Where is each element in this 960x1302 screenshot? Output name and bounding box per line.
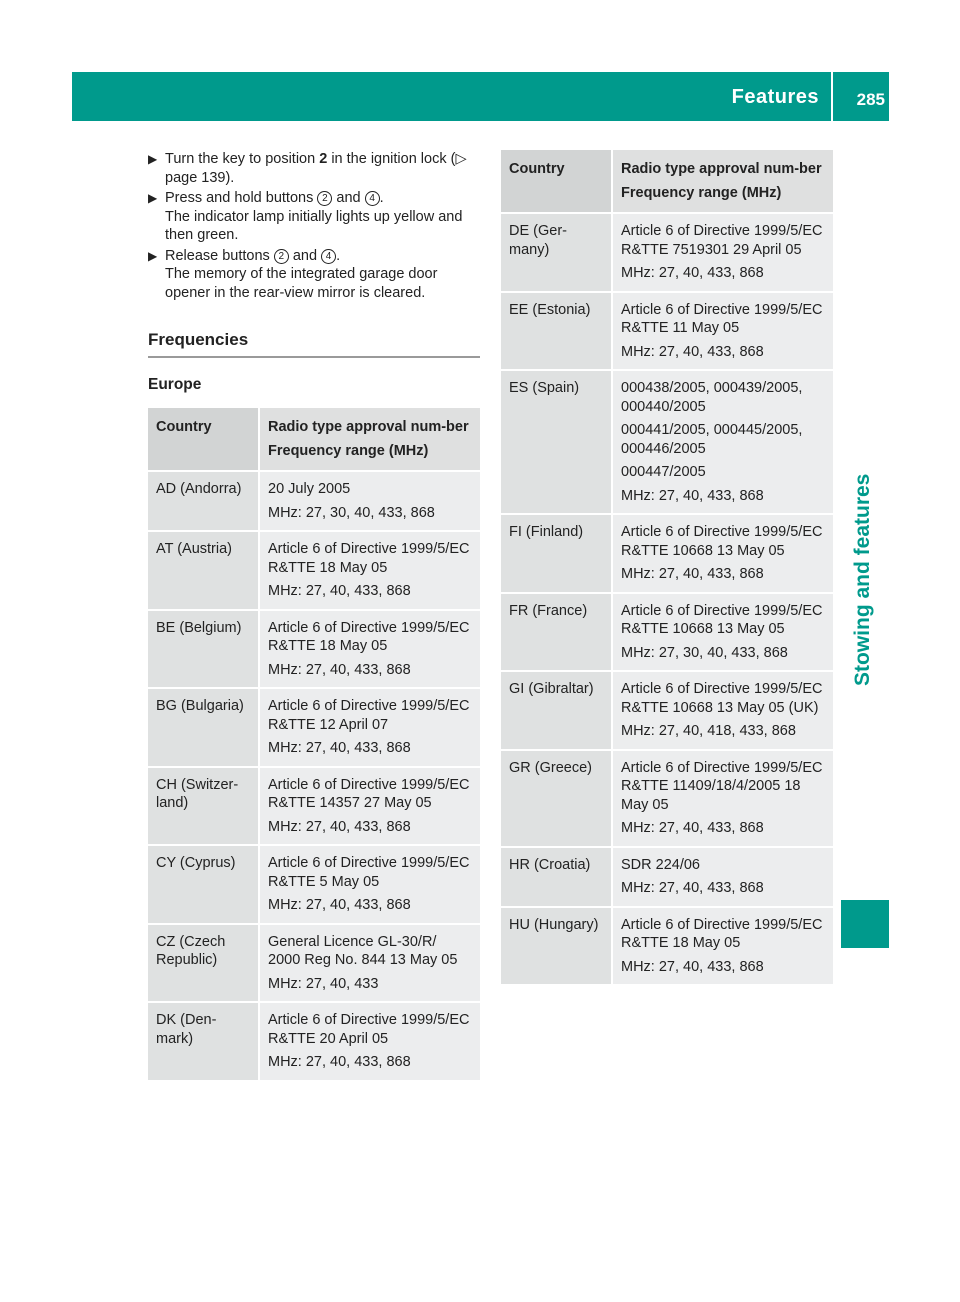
step-arrow-icon: ▶ xyxy=(148,248,158,263)
cell-approval xyxy=(613,594,833,673)
subsection-title: Europe xyxy=(148,376,202,393)
button-number-icon: 4 xyxy=(321,249,336,264)
frequency-range: MHz: 27, 30, 40, 433, 868 xyxy=(268,504,435,521)
cell-approval xyxy=(613,371,833,515)
table-header-row xyxy=(148,408,480,472)
frequency-range: MHz: 27, 40, 433, 868 xyxy=(621,958,764,975)
cell-country: CZ (Czech Republic) xyxy=(148,925,260,1004)
cell-approval xyxy=(260,611,480,690)
frequency-range: MHz: 27, 40, 433, 868 xyxy=(268,1054,411,1070)
table-row xyxy=(501,594,833,673)
cell-approval xyxy=(260,1003,480,1082)
cell-approval xyxy=(260,532,480,611)
frequency-range: MHz: 27, 40, 433, 868 xyxy=(268,740,411,756)
frequency-range: MHz: 27, 40, 433, 868 xyxy=(268,818,411,835)
cell-country: ES (Spain) xyxy=(501,371,613,515)
approval-number: 20 July 2005 xyxy=(268,481,351,497)
instruction-step: ▶ Release buttons 2 and 4 . The memory of the integrated garage door opener in the rear-view mirror is cleared. xyxy=(148,247,480,303)
table-row xyxy=(501,515,833,594)
page-header xyxy=(72,72,889,121)
frequency-range: MHz: 27, 40, 433, 868 xyxy=(268,897,411,913)
cell-approval xyxy=(613,908,833,987)
chapter-title: Features xyxy=(731,86,819,108)
cell-approval xyxy=(613,672,833,751)
table-row xyxy=(501,214,833,293)
page-ref-icon: ▷ xyxy=(455,151,467,167)
cell-country: CY (Cyprus) xyxy=(148,846,260,925)
cell-country: FI (Finland) xyxy=(501,515,613,594)
step-result: The indicator lamp initially lights up yellow and then green. xyxy=(165,208,463,243)
cell-country: EE (Estonia) xyxy=(501,293,613,372)
frequency-range: MHz: 27, 40, 418, 433, 868 xyxy=(621,723,796,739)
cell-approval xyxy=(260,689,480,768)
table-row xyxy=(148,689,480,768)
header-divider xyxy=(831,72,833,121)
table-row xyxy=(148,768,480,847)
left-column xyxy=(148,150,480,1082)
header-approval: Radio type approval num-ber Frequency range (MHz) xyxy=(613,150,833,214)
cell-country: CH (Switzer-land) xyxy=(148,768,260,847)
section-tab-marker xyxy=(841,900,889,948)
table-row xyxy=(148,611,480,690)
header-country: Country xyxy=(148,408,260,472)
cell-country: HR (Croatia) xyxy=(501,848,613,908)
cell-country: GI (Gibraltar) xyxy=(501,672,613,751)
approval-number: Article 6 of Directive 1999/5/EC R&TTE 11409/18/4/2005 18 May 05 xyxy=(621,759,823,813)
cell-country: BE (Belgium) xyxy=(148,611,260,690)
frequency-range: MHz: 27, 40, 433, 868 xyxy=(621,566,764,582)
table-row xyxy=(148,846,480,925)
cell-approval xyxy=(613,293,833,372)
approval-number: Article 6 of Directive 1999/5/EC R&TTE 14357 27 May 05 xyxy=(268,776,470,811)
page-number: 285 xyxy=(856,90,885,109)
approval-number: Article 6 of Directive 1999/5/EC R&TTE 20 April 05 xyxy=(268,1012,470,1047)
approval-number: 000438/2005, 000439/2005, 000440/2005 xyxy=(621,380,803,415)
approval-number: Article 6 of Directive 1999/5/EC R&TTE 18 May 05 xyxy=(268,619,470,654)
frequency-range: MHz: 27, 40, 433, 868 xyxy=(268,661,411,678)
instruction-step: ▶ Press and hold buttons 2 and 4 . The indicator lamp initially lights up yellow and then green. xyxy=(148,189,480,245)
table-row xyxy=(148,472,480,532)
cell-country: HU (Hungary) xyxy=(501,908,613,987)
frequency-range: MHz: 27, 40, 433, 868 xyxy=(621,265,764,281)
cell-approval xyxy=(613,214,833,293)
approval-number: SDR 224/06 xyxy=(621,856,700,873)
approval-number: Article 6 of Directive 1999/5/EC R&TTE 11 May 05 xyxy=(621,301,823,336)
frequency-range: MHz: 27, 30, 40, 433, 868 xyxy=(621,644,788,661)
button-number-icon: 4 xyxy=(365,191,380,206)
table-row xyxy=(501,672,833,751)
approval-number: Article 6 of Directive 1999/5/EC R&TTE 10668 13 May 05 xyxy=(621,524,823,559)
right-column xyxy=(501,150,833,986)
approval-number: Article 6 of Directive 1999/5/EC R&TTE 10668 13 May 05 xyxy=(621,602,823,637)
approval-number: Article 6 of Directive 1999/5/EC R&TTE 12 April 07 xyxy=(268,698,470,733)
approval-number: 000441/2005, 000445/2005, 000446/2005 xyxy=(621,422,803,457)
frequency-range: MHz: 27, 40, 433, 868 xyxy=(621,880,764,896)
table-row xyxy=(501,751,833,848)
cell-country: AT (Austria) xyxy=(148,532,260,611)
step-arrow-icon: ▶ xyxy=(148,152,158,166)
cell-country: AD (Andorra) xyxy=(148,472,260,532)
section-title: Frequencies xyxy=(148,330,480,358)
frequency-range: MHz: 27, 40, 433, 868 xyxy=(268,583,411,599)
table-row xyxy=(501,293,833,372)
table-header-row xyxy=(501,150,833,214)
cell-country: DE (Ger-many) xyxy=(501,214,613,293)
frequency-range: MHz: 27, 40, 433 xyxy=(268,975,379,992)
table-row xyxy=(148,925,480,1004)
cell-approval xyxy=(260,846,480,925)
cell-approval xyxy=(613,515,833,594)
table-row xyxy=(501,371,833,515)
table-row xyxy=(501,848,833,908)
step-result: The memory of the integrated garage door opener in the rear-view mirror is cleared. xyxy=(165,266,438,301)
cell-country: BG (Bulgaria) xyxy=(148,689,260,768)
approval-number: Article 6 of Directive 1999/5/EC R&TTE 10668 13 May 05 (UK) xyxy=(621,681,823,716)
approval-number: Article 6 of Directive 1999/5/EC R&TTE 7519301 29 April 05 xyxy=(621,223,823,258)
approval-number: Article 6 of Directive 1999/5/EC R&TTE 18 May 05 xyxy=(268,541,470,576)
cell-country: FR (France) xyxy=(501,594,613,673)
header-approval: Radio type approval num-ber Frequency range (MHz) xyxy=(260,408,480,472)
cell-approval xyxy=(613,751,833,848)
frequency-range: MHz: 27, 40, 433, 868 xyxy=(621,820,764,836)
cell-country: DK (Den-mark) xyxy=(148,1003,260,1082)
step-arrow-icon: ▶ xyxy=(148,191,158,205)
frequency-range: MHz: 27, 40, 433, 868 xyxy=(621,343,764,360)
approval-number: Article 6 of Directive 1999/5/EC R&TTE 18 May 05 xyxy=(621,916,823,951)
table-row xyxy=(148,532,480,611)
frequency-range: MHz: 27, 40, 433, 868 xyxy=(621,487,764,504)
cell-approval xyxy=(613,848,833,908)
cell-country: GR (Greece) xyxy=(501,751,613,848)
cell-approval xyxy=(260,925,480,1004)
instruction-step: ▶ Turn the key to position 2 in the ignition lock (▷ page 139). xyxy=(148,151,467,186)
approval-number: 000447/2005 xyxy=(621,464,706,480)
table-row xyxy=(148,1003,480,1082)
cell-approval xyxy=(260,768,480,847)
cell-approval xyxy=(260,472,480,532)
table-row xyxy=(501,908,833,987)
frequency-table-right xyxy=(501,150,833,986)
section-side-label: Stowing and features xyxy=(851,473,874,687)
frequency-table-left xyxy=(148,408,480,1082)
header-country: Country xyxy=(501,150,613,214)
button-number-icon: 2 xyxy=(317,191,332,206)
button-number-icon: 2 xyxy=(274,249,289,264)
approval-number: Article 6 of Directive 1999/5/EC R&TTE 5 May 05 xyxy=(268,855,470,890)
approval-number: General Licence GL-30/R/ 2000 Reg No. 844 13 May 05 xyxy=(268,933,458,968)
